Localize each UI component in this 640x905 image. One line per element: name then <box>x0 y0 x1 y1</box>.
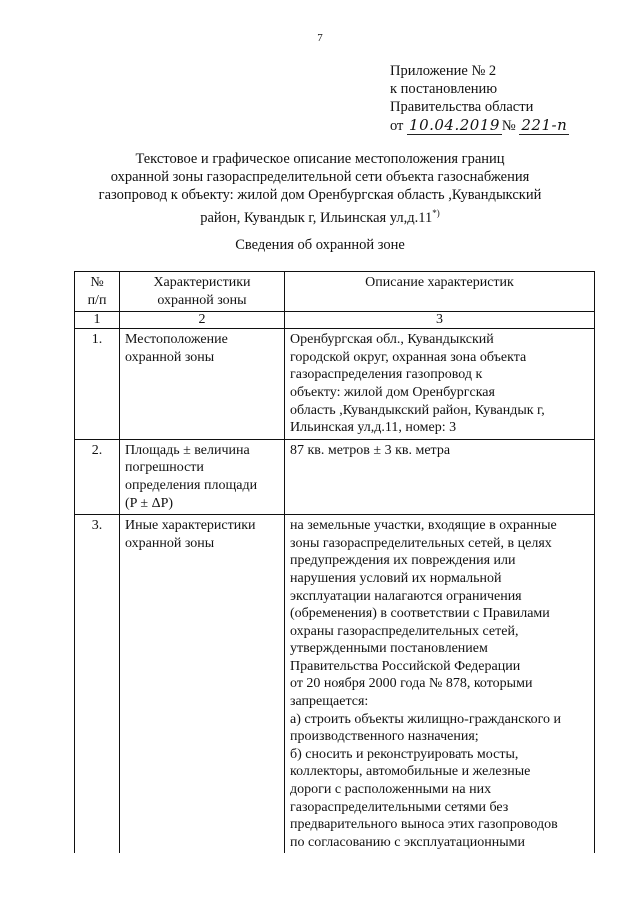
header-characteristics: Характеристики охранной зоны <box>120 272 285 312</box>
row-characteristic: Местоположение охранной зоны <box>120 329 285 440</box>
number-prefix: № <box>501 118 516 134</box>
title-line-4 <box>70 204 570 227</box>
header-description: Описание характеристик <box>285 272 595 312</box>
column-number: 3 <box>285 312 595 329</box>
table-header-row <box>75 272 595 312</box>
appendix-line-2: к постановлению <box>390 81 498 97</box>
title-line-1: Текстовое и графическое описание местоположения границ <box>135 151 505 167</box>
column-number: 1 <box>75 312 120 329</box>
row-characteristic: Площадь ± величина погрешности определения площади (P ± ΔP) <box>120 439 285 514</box>
handwritten-number: 221-п <box>521 116 568 134</box>
handwritten-date: 10.04.2019 <box>409 116 500 134</box>
title-line-4-text: район, Кувандык г, Ильинская ул,д.11 <box>200 209 433 226</box>
header-number: № п/п <box>75 272 120 312</box>
row-description: Оренбургская обл., Кувандыкский городской округ, охранная зона объекта газораспределения газопровод к объекту: жилой дом Оренбургская область ,Кувандыкский район, Кувандык г, Ильинская ул,д.11, номер: 3 <box>285 329 595 440</box>
row-description: на земельные участки, входящие в охранные зоны газораспределительных сетей, в целях предупреждения их повреждения или нарушения условий их нормальной эксплуатации налагаются ограничения (обременения) в соответствии с Правилами охраны газораспределительных сетей, утвержденными постановлением Правительства Российской Федерации от 20 ноября 2000 года № 878, которыми запрещается: а) строить объекты жилищно-гражданского и производственного назначения; б) сносить и реконструировать мосты, коллекторы, автомобильные и железные дороги с расположенными на них газораспределительными сетями без предварительного выноса этих газопроводов по согласованию с эксплуатационными <box>285 515 595 854</box>
document-title <box>70 150 570 227</box>
appendix-line-1: Приложение № 2 <box>390 63 497 79</box>
appendix-block <box>390 62 569 135</box>
column-number: 2 <box>120 312 285 329</box>
title-line-3: газопровод к объекту: жилой дом Оренбургская область ,Кувандыкский <box>98 187 542 203</box>
title-line-2: охранной зоны газораспределительной сети объекта газоснабжения <box>110 169 530 185</box>
row-characteristic: Иные характеристики охранной зоны <box>120 515 285 854</box>
page-number: 7 <box>317 32 323 44</box>
protection-zone-table <box>74 271 595 853</box>
table-row <box>75 329 595 440</box>
column-number-row <box>75 312 595 329</box>
footnote-mark: *) <box>432 208 440 218</box>
appendix-date-line <box>390 116 569 135</box>
table-row <box>75 515 595 854</box>
row-description: 87 кв. метров ± 3 кв. метра <box>285 439 595 514</box>
table-row <box>75 439 595 514</box>
date-prefix: от <box>390 118 404 134</box>
appendix-line-3: Правительства области <box>390 99 534 115</box>
section-subtitle: Сведения об охранной зоне <box>235 237 405 253</box>
row-number: 1. <box>75 329 120 440</box>
row-number: 2. <box>75 439 120 514</box>
row-number: 3. <box>75 515 120 854</box>
